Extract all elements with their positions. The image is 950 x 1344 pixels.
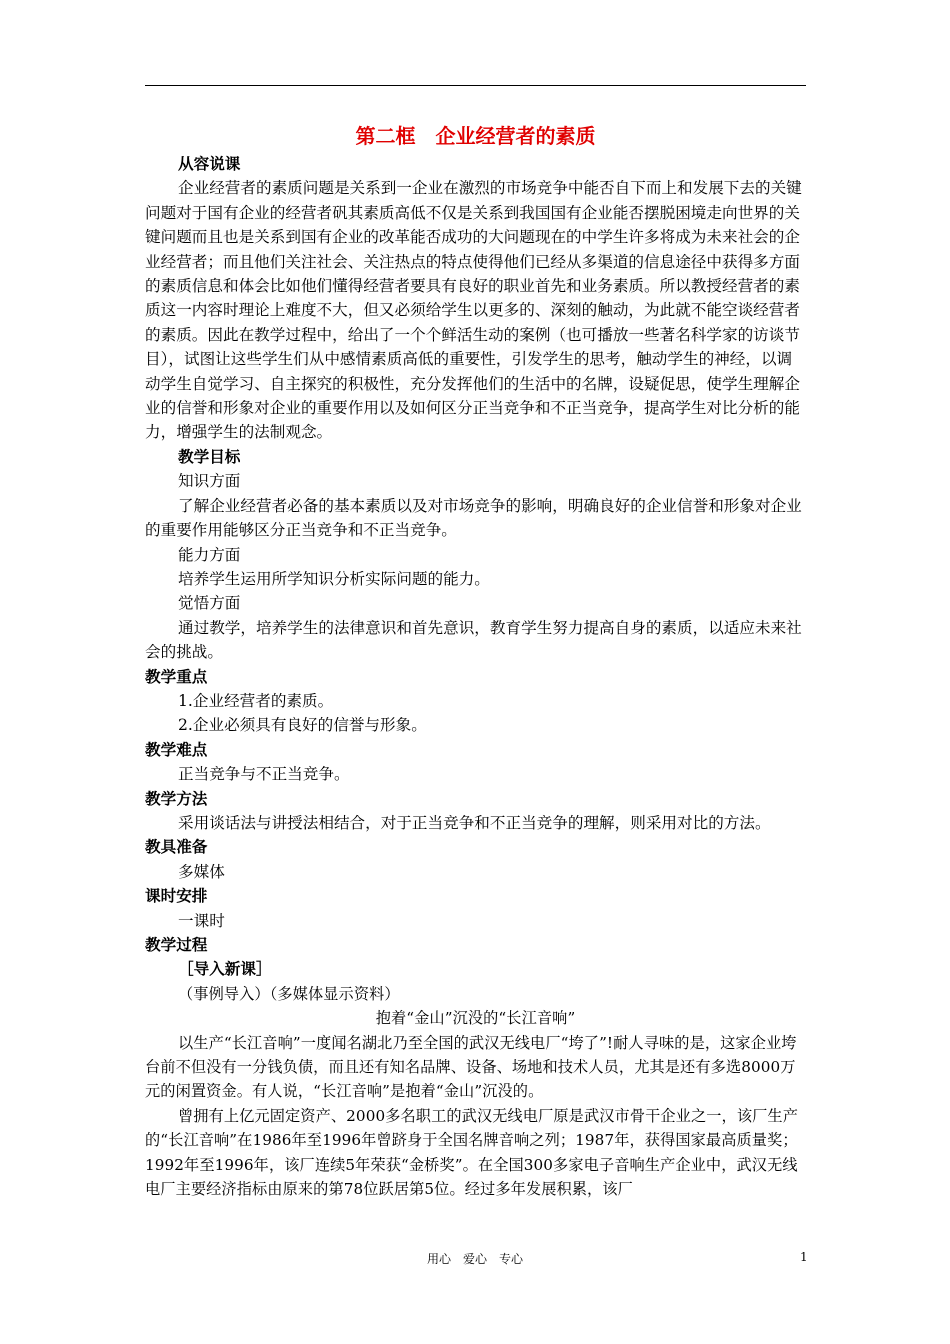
section-heading-difficulty: 教学难点	[145, 739, 208, 759]
document-body	[145, 120, 806, 1201]
awareness-text: 通过教学，培养学生的法律意识和首先意识，教育学生努力提高自身的素质，以适应未来社会的挑战。	[145, 618, 802, 662]
knowledge-label: 知识方面	[178, 472, 241, 491]
section-heading-intro: 从容说课	[178, 154, 241, 173]
case-paragraph: 以生产“长江音响”一度闻名湖北乃至全国的武汉无线电厂“垮了”!耐人寻味的是，这家企业垮台前不但没有一分钱负债，而且还有知名品牌、设备、场地和技术人员，尤其是还有多选8000万元的闲置资金。有人说，“长江音响”是抱着“金山”沉没的。	[145, 1033, 797, 1101]
case-title: 抱着“金山”沉没的“长江音响”	[375, 1009, 576, 1028]
page-footer	[0, 1248, 950, 1270]
ability-label: 能力方面	[178, 545, 241, 564]
footer-slogan: 用心 爱心 专心	[426, 1252, 523, 1266]
page-number: 1	[800, 1250, 808, 1264]
difficulty-text: 正当竞争与不正当竞争。	[178, 765, 350, 784]
section-heading-tools: 教具准备	[145, 837, 208, 857]
keypoint-item: 2.企业必须具有良好的信誉与形象。	[178, 716, 427, 735]
document-title: 第二框 企业经营者的素质	[355, 124, 596, 148]
ability-text: 培养学生运用所学知识分析实际问题的能力。	[178, 569, 490, 588]
schedule-text: 一课时	[178, 911, 225, 930]
section-heading-goals: 教学目标	[178, 446, 241, 466]
method-text: 采用谈话法与讲授法相结合，对于正当竞争和不正当竞争的理解，则采用对比的方法。	[178, 813, 771, 832]
intro-paragraph: 企业经营者的素质问题是关系到一企业在激烈的市场竞争中能否自下而上和发展下去的关键问题对于国有企业的经营者矾其素质高低不仅是关系到我国国有企业能否摆脱困境走向世界的关键问题而且也是关系到国有企业的改革能否成功的大问题现在的中学生许多将成为未来社会的企业经营者；而且他们关注社会、关注热点的特点使得他们已经从多渠道的信息途径中获得多方面的素质信息和体会比如他们懂得经营者要具有良好的职业首先和业务素质。所以教授经营者的素质这一内容时理论上难度不大，但又必须给学生以更多的、深刻的触动，为此就不能空谈经营者的素质。因此在教学过程中，给出了一个个鲜活生动的案例（也可播放一些著名科学家的访谈节目），试图让这些学生们从中感情素质高低的重要性，引发学生的思考，触动学生的神经，以调动学生自觉学习、自主探究的积极性，充分发挥他们的生活中的名牌，设疑促思，使学生理解企业的信誉和形象对企业的重要作用以及如何区分正当竞争和不正当竞争，提高学生对比分析的能力，增强学生的法制观念。	[145, 179, 802, 442]
section-heading-method: 教学方法	[145, 788, 208, 808]
case-paragraph: 曾拥有上亿元固定资产、2000多名职工的武汉无线电厂原是武汉市骨干企业之一，该厂生产的“长江音响”在1986年至1996年曾跻身于全国名牌音响之列；1987年，获得国家最高质量奖；1992年至1996年，该厂连续5年荣获“金桥奖”。在全国300多家电子音响生产企业中，武汉无线电厂主要经济指标由原来的第78位跃居第5位。经过多年发展积累，该厂	[145, 1106, 798, 1199]
case-intro: （事例导入）（多媒体显示资料）	[178, 984, 400, 1003]
awareness-label: 觉悟方面	[178, 594, 241, 613]
new-lesson-heading: ［导入新课］	[178, 959, 272, 979]
header-rule	[145, 85, 806, 86]
knowledge-text: 了解企业经营者必备的基本素质以及对市场竞争的影响，明确良好的企业信誉和形象对企业的重要作用能够区分正当竞争和不正当竞争。	[145, 496, 802, 540]
keypoint-item: 1.企业经营者的素质。	[178, 691, 334, 710]
section-heading-keypoints: 教学重点	[145, 666, 208, 686]
section-heading-schedule: 课时安排	[145, 886, 208, 906]
section-heading-process: 教学过程	[145, 935, 208, 954]
tools-text: 多媒体	[178, 862, 225, 881]
